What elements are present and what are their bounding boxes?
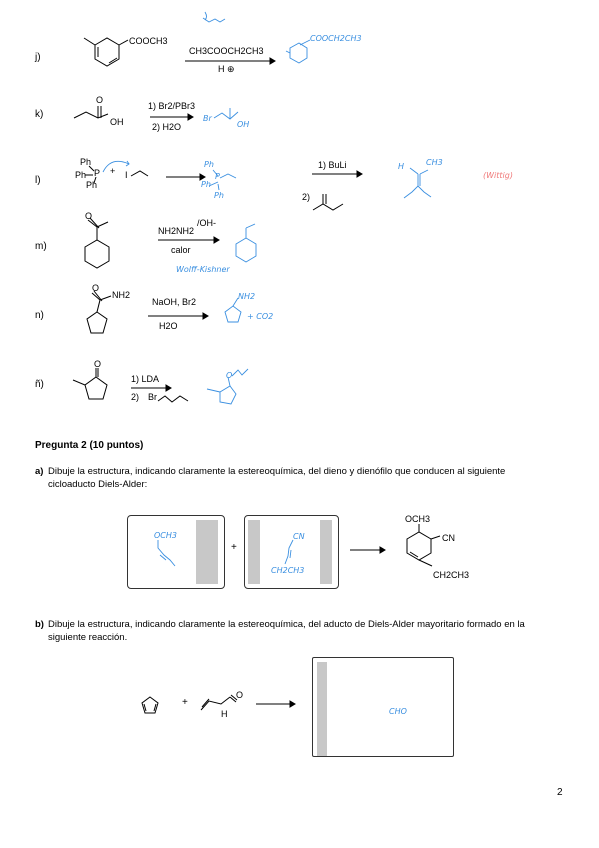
reagent-label: NaOH, Br2 — [152, 297, 197, 307]
step1-label: 1) LDA — [131, 374, 160, 384]
condition-label: calor — [171, 245, 191, 255]
handwritten-h: H — [398, 162, 405, 171]
part-label: a) — [35, 466, 44, 477]
carbonyl-o-label: O — [94, 359, 102, 369]
handwritten-cho: CHO — [389, 707, 407, 716]
solvent-label: H2O — [159, 321, 178, 331]
question-text: cicloaducto Diels-Alder: — [48, 479, 148, 490]
problem-label: m) — [35, 241, 47, 252]
phenyl-label: Ph — [75, 170, 87, 180]
reagent-label: NH2NH2 — [158, 226, 195, 236]
base-label: /OH- — [197, 218, 216, 228]
step2-label: 2) H2O — [152, 122, 182, 132]
problem-label: ñ) — [35, 379, 44, 390]
problem-label: l) — [35, 175, 41, 186]
problem-label: j) — [35, 52, 41, 63]
question-text: siguiente reacción. — [48, 632, 128, 643]
nitrile-label: CN — [442, 533, 455, 543]
step1-label: 1) BuLi — [318, 160, 347, 170]
bromine-label: Br — [148, 392, 157, 402]
step2-label: 2) — [131, 392, 140, 402]
handwritten-nh2: NH2 — [238, 292, 256, 301]
handwritten-ph: Ph — [214, 191, 224, 200]
ethyl-label: CH2CH3 — [433, 570, 470, 580]
problem-label: k) — [35, 109, 44, 120]
handwritten-product: COOCH2CH3 — [310, 34, 362, 43]
ester-group-label: COOCH3 — [129, 36, 168, 46]
step1-label: 1) Br2/PBr3 — [148, 101, 196, 111]
plus-sign: + — [231, 542, 237, 553]
handwritten-note: (Wittig) — [483, 171, 513, 180]
answer-box-adduct[interactable] — [312, 657, 454, 757]
page-number: 2 — [557, 787, 563, 798]
plus-sign: + — [110, 166, 116, 176]
box-shading — [317, 662, 327, 756]
catalyst-label: H ⊕ — [218, 64, 235, 74]
handwritten-ch3: CH3 — [426, 158, 443, 167]
question-text: Dibuje la estructura, indicando claramente la estereoquímica, del aducto de Diels-Alder mayoritario formado en la — [48, 619, 525, 630]
handwritten-co2: + CO2 — [247, 312, 274, 321]
carbonyl-o-label: O — [96, 95, 104, 105]
handwritten-p: P — [215, 172, 220, 181]
hydroxyl-label: OH — [110, 117, 124, 127]
reagent-label: CH3COOCH2CH3 — [189, 46, 264, 56]
amine-label: NH2 — [112, 290, 131, 300]
question-title: Pregunta 2 (10 puntos) — [35, 440, 144, 451]
handwritten-note: Wolff-Kishner — [176, 265, 230, 274]
handwritten-ph: Ph — [204, 160, 214, 169]
phenyl-label: Ph — [86, 180, 98, 190]
aldehyde-o-label: O — [236, 690, 244, 700]
handwritten-och3: OCH3 — [154, 531, 177, 540]
methoxy-label: OCH3 — [405, 514, 431, 524]
handwritten-ethyl: CH2CH3 — [271, 566, 305, 575]
handwritten-br: Br — [203, 114, 212, 123]
plus-sign: + — [182, 697, 188, 708]
carbonyl-o-label: O — [92, 283, 100, 293]
phosphorus-label: P — [94, 168, 101, 178]
phenyl-label: Ph — [80, 157, 92, 167]
part-label: b) — [35, 619, 44, 630]
carbonyl-o-label: O — [85, 211, 93, 221]
handwritten-oh: OH — [237, 120, 250, 129]
step2-label: 2) — [302, 192, 311, 202]
handwritten-o: O — [226, 371, 233, 380]
handwritten-cn: CN — [293, 532, 305, 541]
handwritten-ph: Ph — [201, 180, 211, 189]
problem-label: n) — [35, 310, 44, 321]
question-text: Dibuje la estructura, indicando claramente la estereoquímica, del dieno y dienófilo que conducen al siguiente — [48, 466, 506, 477]
iodide-label: I — [125, 170, 128, 180]
aldehyde-h-label: H — [221, 709, 228, 719]
